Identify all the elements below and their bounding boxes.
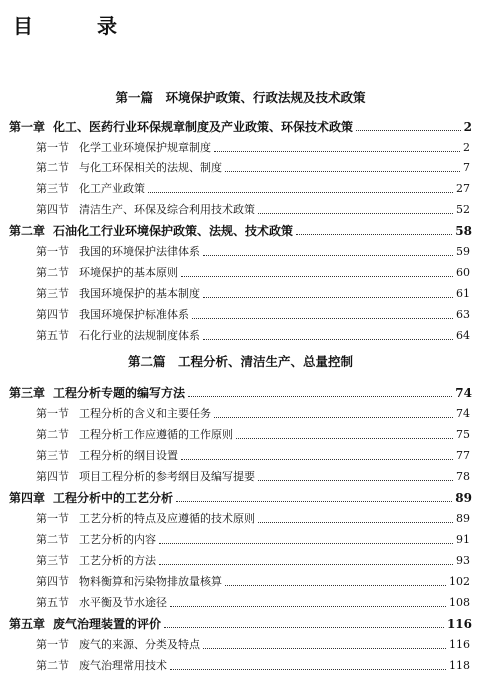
section-title: 我国环境保护标准体系 bbox=[79, 308, 189, 321]
section-title: 水平衡及节水途径 bbox=[79, 596, 167, 609]
toc-section-row[interactable] bbox=[36, 139, 470, 155]
page-number: 59 bbox=[456, 245, 470, 258]
section-number: 第一节 bbox=[36, 141, 69, 154]
toc-section-row[interactable] bbox=[36, 201, 470, 217]
section-title: 工程分析工作应遵循的工作原则 bbox=[79, 428, 233, 441]
section-title: 我国的环境保护法律体系 bbox=[79, 245, 200, 258]
toc-section-row[interactable] bbox=[36, 159, 470, 175]
leader-dots bbox=[258, 522, 453, 523]
chapter-title: 工程分析专题的编写方法 bbox=[53, 386, 186, 400]
toc-section-row[interactable] bbox=[36, 594, 470, 610]
toc-section-row[interactable] bbox=[36, 426, 470, 442]
page-number: 77 bbox=[456, 449, 470, 462]
toc-chapter-row[interactable] bbox=[9, 384, 472, 401]
toc-section-row[interactable] bbox=[36, 552, 470, 568]
section-number: 第二节 bbox=[36, 428, 69, 441]
section-title: 与化工环保相关的法规、制度 bbox=[79, 161, 222, 174]
section-number: 第四节 bbox=[36, 470, 69, 483]
leader-dots bbox=[188, 396, 452, 397]
toc-section-row[interactable] bbox=[36, 657, 470, 673]
page-number: 91 bbox=[456, 533, 470, 546]
leader-dots bbox=[203, 339, 453, 340]
section-number: 第二节 bbox=[36, 161, 69, 174]
section-title: 废气治理常用技术 bbox=[79, 659, 167, 672]
part-title: 第二篇 工程分析、清洁生产、总量控制 bbox=[127, 354, 353, 369]
section-number: 第三节 bbox=[36, 287, 69, 300]
toc-section-row[interactable] bbox=[36, 405, 470, 421]
leader-dots bbox=[148, 192, 453, 193]
section-title: 化学工业环境保护规章制度 bbox=[79, 141, 211, 154]
section-number: 第二节 bbox=[36, 533, 69, 546]
section-number: 第五节 bbox=[36, 596, 69, 609]
leader-dots bbox=[159, 543, 453, 544]
section-number: 第五节 bbox=[36, 329, 69, 342]
leader-dots bbox=[192, 318, 453, 319]
toc-section-row[interactable] bbox=[36, 510, 470, 526]
section-title: 化工产业政策 bbox=[79, 182, 145, 195]
section-number: 第四节 bbox=[36, 575, 69, 588]
page-number: 64 bbox=[456, 329, 470, 342]
page-number: 89 bbox=[455, 491, 472, 505]
leader-dots bbox=[214, 151, 460, 152]
page-number: 116 bbox=[449, 638, 470, 651]
page-number: 7 bbox=[463, 161, 470, 174]
page-number: 93 bbox=[456, 554, 470, 567]
page-number: 108 bbox=[449, 596, 470, 609]
leader-dots bbox=[203, 255, 453, 256]
page-number: 102 bbox=[449, 575, 470, 588]
section-number: 第四节 bbox=[36, 308, 69, 321]
page-title: 目 录 bbox=[13, 14, 139, 38]
toc-section-row[interactable] bbox=[36, 264, 470, 280]
leader-dots bbox=[356, 130, 461, 131]
page-number: 60 bbox=[456, 266, 470, 279]
section-number: 第三节 bbox=[36, 449, 69, 462]
toc-section-row[interactable] bbox=[36, 327, 470, 343]
toc-section-row[interactable] bbox=[36, 531, 470, 547]
leader-dots bbox=[170, 669, 446, 670]
page-number: 63 bbox=[456, 308, 470, 321]
section-number: 第一节 bbox=[36, 245, 69, 258]
section-title: 清洁生产、环保及综合利用技术政策 bbox=[79, 203, 255, 216]
toc-chapter-row[interactable] bbox=[9, 489, 472, 506]
page-number: 118 bbox=[449, 659, 470, 672]
section-number: 第三节 bbox=[36, 554, 69, 567]
section-title: 项目工程分析的参考纲目及编写提要 bbox=[79, 470, 255, 483]
section-title: 环境保护的基本原则 bbox=[79, 266, 178, 279]
page-number: 75 bbox=[456, 428, 470, 441]
page-number: 89 bbox=[456, 512, 470, 525]
leader-dots bbox=[236, 438, 453, 439]
leader-dots bbox=[203, 648, 446, 649]
chapter-number: 第四章 bbox=[9, 491, 46, 505]
section-number: 第一节 bbox=[36, 407, 69, 420]
section-title: 工程分析的含义和主要任务 bbox=[79, 407, 211, 420]
section-title: 工艺分析的内容 bbox=[79, 533, 156, 546]
section-title: 工程分析的纲目设置 bbox=[79, 449, 178, 462]
section-title: 石化行业的法规制度体系 bbox=[79, 329, 200, 342]
page-number: 52 bbox=[456, 203, 470, 216]
page-number: 74 bbox=[455, 386, 472, 400]
leader-dots bbox=[258, 480, 453, 481]
part-title: 第一篇 环境保护政策、行政法规及技术政策 bbox=[115, 90, 366, 105]
leader-dots bbox=[164, 627, 444, 628]
chapter-title: 工程分析中的工艺分析 bbox=[53, 491, 174, 505]
section-title: 废气的来源、分类及特点 bbox=[79, 638, 200, 651]
leader-dots bbox=[159, 564, 453, 565]
page-number: 27 bbox=[456, 182, 470, 195]
page-number: 2 bbox=[463, 141, 470, 154]
page-number: 61 bbox=[456, 287, 470, 300]
section-number: 第二节 bbox=[36, 659, 69, 672]
toc-section-row[interactable] bbox=[36, 306, 470, 322]
chapter-title: 化工、医药行业环保规章制度及产业政策、环保技术政策 bbox=[53, 120, 354, 134]
chapter-number: 第三章 bbox=[9, 386, 46, 400]
leader-dots bbox=[296, 234, 452, 235]
section-number: 第二节 bbox=[36, 266, 69, 279]
chapter-title: 石油化工行业环境保护政策、法规、技术政策 bbox=[53, 224, 294, 238]
toc-section-row[interactable] bbox=[36, 573, 470, 589]
leader-dots bbox=[225, 585, 446, 586]
chapter-number: 第二章 bbox=[9, 224, 46, 238]
toc-section-row[interactable] bbox=[36, 180, 470, 196]
toc-section-row[interactable] bbox=[36, 447, 470, 463]
page-number: 74 bbox=[456, 407, 470, 420]
toc-chapter-row[interactable] bbox=[9, 222, 472, 239]
chapter-number: 第一章 bbox=[9, 120, 46, 134]
leader-dots bbox=[258, 213, 453, 214]
toc-section-row[interactable] bbox=[36, 243, 470, 259]
toc-section-row[interactable] bbox=[36, 285, 470, 301]
leader-dots bbox=[170, 606, 446, 607]
section-number: 第四节 bbox=[36, 203, 69, 216]
section-number: 第三节 bbox=[36, 182, 69, 195]
toc-section-row[interactable] bbox=[36, 468, 470, 484]
section-title: 我国环境保护的基本制度 bbox=[79, 287, 200, 300]
leader-dots bbox=[181, 459, 453, 460]
toc-chapter-row[interactable] bbox=[9, 118, 472, 135]
toc-chapter-row[interactable] bbox=[9, 615, 472, 632]
chapter-title: 废气治理装置的评价 bbox=[53, 617, 162, 631]
leader-dots bbox=[176, 501, 452, 502]
chapter-number: 第五章 bbox=[9, 617, 46, 631]
section-number: 第一节 bbox=[36, 638, 69, 651]
toc-section-row[interactable] bbox=[36, 636, 470, 652]
leader-dots bbox=[214, 417, 453, 418]
leader-dots bbox=[225, 171, 460, 172]
leader-dots bbox=[203, 297, 453, 298]
section-title: 工艺分析的方法 bbox=[79, 554, 156, 567]
section-title: 物料衡算和污染物排放量核算 bbox=[79, 575, 222, 588]
page-number: 116 bbox=[446, 617, 472, 631]
leader-dots bbox=[181, 276, 453, 277]
page-number: 78 bbox=[456, 470, 470, 483]
page-number: 58 bbox=[455, 224, 472, 238]
section-title: 工艺分析的特点及应遵循的技术原则 bbox=[79, 512, 255, 525]
page-number: 2 bbox=[463, 120, 472, 134]
section-number: 第一节 bbox=[36, 512, 69, 525]
